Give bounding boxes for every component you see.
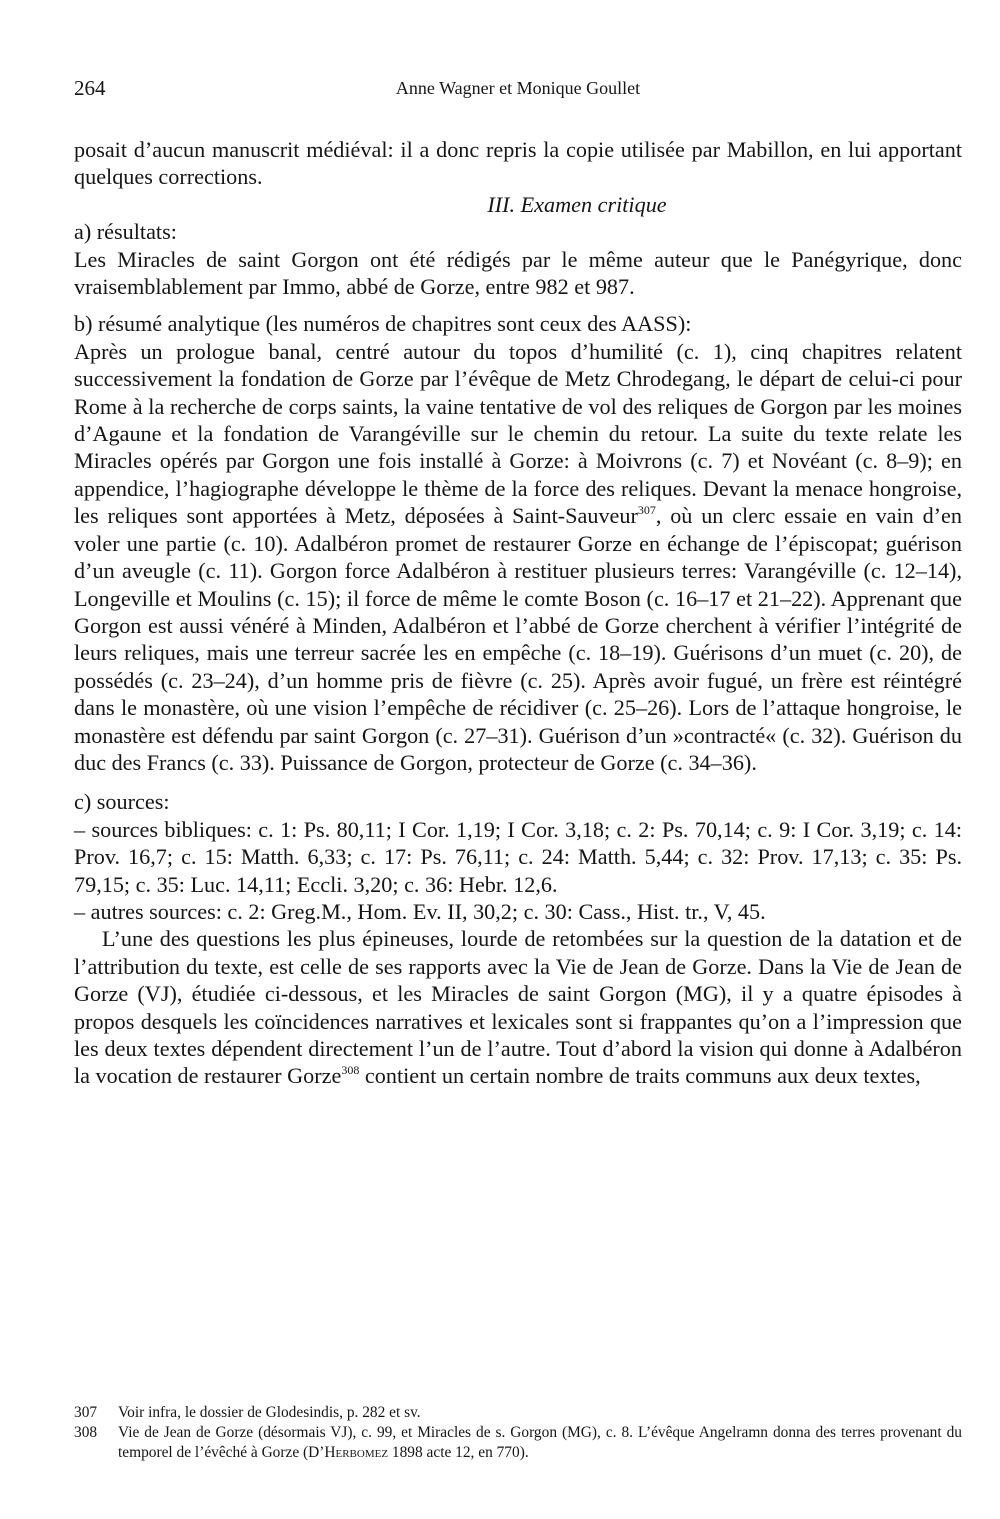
footnote-text: Voir infra, le dossier de Glodesindis, p. 282 et sv. — [118, 1404, 421, 1421]
results-paragraph: Les Miracles de saint Gorgon ont été rédigés par le même auteur que le Panégyrique, donc vraisemblablement par Immo, abbé de Gorze, entre 982 et 987. — [74, 246, 962, 300]
footnotes — [74, 1403, 962, 1463]
summary-paragraph — [74, 338, 962, 777]
intro-paragraph: posait d’aucun manuscrit médiéval: il a donc repris la copie utilisée par Mabillon, en lui apportant quelques corrections. — [74, 137, 962, 190]
main-text — [74, 136, 962, 1090]
author-smallcaps: D’Herbomez — [308, 1444, 389, 1461]
page-header — [74, 76, 962, 106]
footnote-ref-307[interactable]: 307 — [637, 503, 656, 518]
summary-text-part-2: , où un clerc essaie en vain d’en voler une partie (c. 10). Adalbéron promet de restaurer Gorze en échange de l’épiscopat; guérison d’un aveugle (c. 11). Gorgon force Adalbéron à restituer plusieurs terres: Varangéville (c. 12–14), Longeville et Moulins (c. 15); il force de même le comte Boson (c. 16–17 et 21–22). Apprenant que Gorgon est aussi vénéré à Minden, Adalbéron et l’abbé de Gorze cherchent à vérifier l’intégrité de leurs reliques, mais une terreur sacrée les en empêche (c. 18–19). Guérisons d’un muet (c. 20), de possédés (c. 23–24), d’un homme pris de fièvre (c. 25). Après avoir fugué, un frère est réintégré dans le monastère, où une vision l’empêche de récidiver (c. 25–26). Lors de l’attaque hongroise, le monastère est défendu par saint Gorgon (c. 27–31). Guérison d’un »contracté« (c. 32). Guérison du duc des Francs (c. 33). Puissance de Gorgon, protecteur de Gorze (c. 34–36). — [74, 503, 962, 775]
running-head: Anne Wagner et Monique Goullet — [395, 78, 641, 98]
subsection-label-c: c) sources: — [74, 789, 170, 815]
footnote-number: 308 — [74, 1424, 98, 1441]
section-title: III. Examen critique — [487, 191, 667, 217]
discussion-text-part-2: contient un certain nombre de traits communs aux deux textes, — [359, 1063, 921, 1089]
footnote-308 — [74, 1423, 962, 1463]
page-number: 264 — [74, 76, 106, 100]
sources-biblical: – sources bibliques: c. 1: Ps. 80,11; I Cor. 1,19; I Cor. 3,18; c. 2: Ps. 70,14; c. 9: I Cor. 3,19; c. 14: Prov. 16,7; c. 15: Matth. 6,33; c. 17: Ps. 76,11; c. 24: Matth. 5,44; c. 32: Prov. 17,13; c. 35: Ps. 79,15; c. 35: Luc. 14,11; Eccli. 3,20; c. 36: Hebr. 12,6. — [74, 816, 962, 897]
footnote-number: 307 — [74, 1404, 98, 1421]
footnote-307 — [74, 1403, 962, 1423]
discussion-text-part-1: L’une des questions les plus épineuses, lourde de retombées sur la question de la datation et de l’attribution du texte, est celle de ses rapports avec la Vie de Jean de Gorze. Dans la Vie de Jean de Gorze (VJ), étudiée ci-dessous, et les Miracles de saint Gorgon (MG), il y a quatre épisodes à propos desquels les coïncidences narratives et lexicales sont si frappantes qu’on a l’impression que les deux textes dépendent directement l’un de l’autre. Tout d’abord la vision qui donne à Adalbéron la vocation de restaurer Gorze — [74, 926, 962, 1089]
subsection-label-a: a) résultats: — [74, 219, 177, 245]
footnote-text-part-1: Vie de Jean de Gorze (désormais VJ), c. 99, et Miracles de s. Gorgon (MG), c. 8. L’évêque Angelramn donna des terres provenant du temporel de l’évêché à Gorze ( — [118, 1424, 962, 1461]
summary-text-part-1: Après un prologue banal, centré autour du topos d’humilité (c. 1), cinq chapitres relatent successivement la fondation de Gorze par l’évêque de Metz Chrodegang, le départ de celui-ci pour Rome à la recherche de corps saints, la vaine tentative de vol des reliques de Gorgon par les moines d’Agaune et la fondation de Varangéville sur le chemin du retour. La suite du texte relate les Miracles opérés par Gorgon une fois installé à Gorze: à Moivrons (c. 7) et Novéant (c. 8–9); en appendice, l’hagiographe développe le thème de la force des reliques. Devant la menace hongroise, les reliques sont apportées à Metz, déposées à Saint-Sauveur — [74, 338, 962, 529]
footnote-ref-308[interactable]: 308 — [341, 1063, 360, 1078]
subsection-label-b: b) résumé analytique (les numéros de chapitres sont ceux des AASS): — [74, 311, 692, 337]
sources-other: – autres sources: c. 2: Greg.M., Hom. Ev. II, 30,2; c. 30: Cass., Hist. tr., V, 45. — [74, 898, 766, 924]
footnote-text-part-2: 1898 acte 12, en 770). — [388, 1444, 529, 1461]
discussion-paragraph — [74, 925, 962, 1089]
